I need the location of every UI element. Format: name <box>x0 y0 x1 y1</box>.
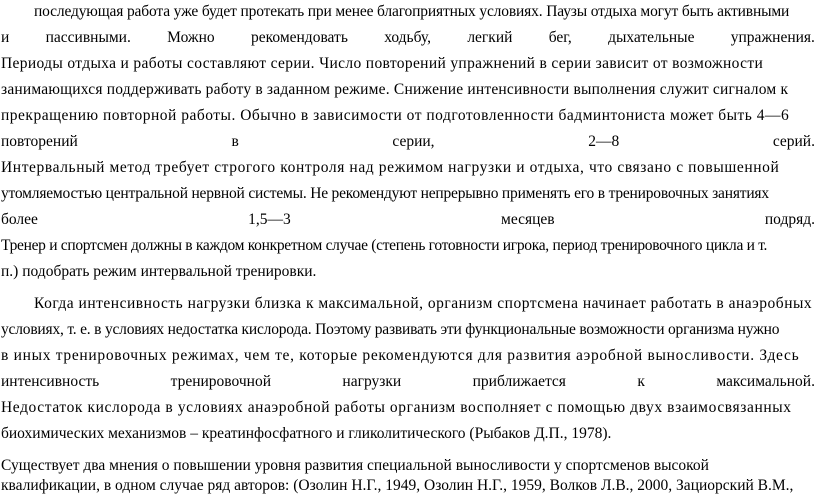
word: месяцев <box>501 211 555 228</box>
text-line: условиях, т. е. в условиях недостатка кислорода. Поэтому развивать эти функциональные возможности организма нужно <box>1 321 780 338</box>
word: серий. <box>772 133 815 150</box>
word: упражнения. <box>730 29 815 46</box>
text-line: биохимических механизмов – креатинфосфатного и гликолитического (Рыбаков Д.П., 1978). <box>1 425 612 442</box>
word: 1,5—3 <box>248 211 291 228</box>
text-line <box>1 210 815 230</box>
word: более <box>1 211 38 228</box>
text-line: последующая работа уже будет протекать при менее благоприятных условиях. Паузы отдыха могут быть активными <box>34 3 790 20</box>
word: рекомендовать <box>251 29 348 46</box>
word: 2—8 <box>588 133 620 150</box>
word: приближается <box>472 373 566 390</box>
text-line <box>1 132 815 152</box>
text-line: Когда интенсивность нагрузки близка к максимальной, организм спортсмена начинает работать в анаэробных <box>34 295 813 312</box>
word: ходьбу, <box>384 29 431 46</box>
word: Можно <box>167 29 215 46</box>
text-line: занимающихся поддерживать работу в заданном режиме. Снижение интенсивности выполнения служит сигналом к <box>1 81 789 98</box>
text-line: Существует два мнения о повышении уровня развития специальной выносливости у спортсменов высокой <box>1 457 709 474</box>
word: повторений <box>1 133 78 150</box>
text-line: в иных тренировочных режимах, чем те, которые рекомендуются для развития аэробной выносливости. Здесь <box>1 347 800 364</box>
word: тренировочной <box>170 373 271 390</box>
text-line: прекращению повторной работы. Обычно в зависимости от подготовленности бадминтониста может быть 4—6 <box>1 107 790 124</box>
word: легкий <box>467 29 513 46</box>
word: серии, <box>392 133 435 150</box>
text-line: Интервальный метод требует строгого контроля над режимом нагрузки и отдыха, что связано с повышенной <box>1 159 780 176</box>
text-line: Периоды отдыха и работы составляют серии. Число повторений упражнений в серии зависит от возможности <box>1 55 764 72</box>
word: нагрузки <box>342 373 402 390</box>
text-line: квалификации, в одном случае ряд авторов: (Озолин Н.Г., 1949, Озолин Н.Г., 1959, Волков Л.В., 2000, Зациорский В.М., <box>1 477 794 494</box>
word: интенсивность <box>1 373 100 390</box>
word: дыхательные <box>608 29 695 46</box>
text-line <box>1 28 815 48</box>
word: и <box>1 29 10 46</box>
word: к <box>637 373 645 390</box>
word: в <box>231 133 239 150</box>
word: пассивными. <box>45 29 131 46</box>
word: максимальной. <box>716 373 815 390</box>
word: подряд. <box>764 211 815 228</box>
text-line: утомляемостью центральной нервной системы. Не рекомендуют непрерывно применять его в тренировочных занятиях <box>1 185 769 202</box>
text-line: Тренер и спортсмен должны в каждом конкретном случае (степень готовности игрока, период тренировочного цикла и т. <box>1 237 768 254</box>
word: бег, <box>548 29 572 46</box>
text-line: Недостаток кислорода в условиях анаэробной работы организм восполняет с помощью двух взаимосвязанных <box>1 399 792 416</box>
text-line <box>1 372 815 392</box>
text-line: п.) подобрать режим интервальной тренировки. <box>1 263 317 280</box>
